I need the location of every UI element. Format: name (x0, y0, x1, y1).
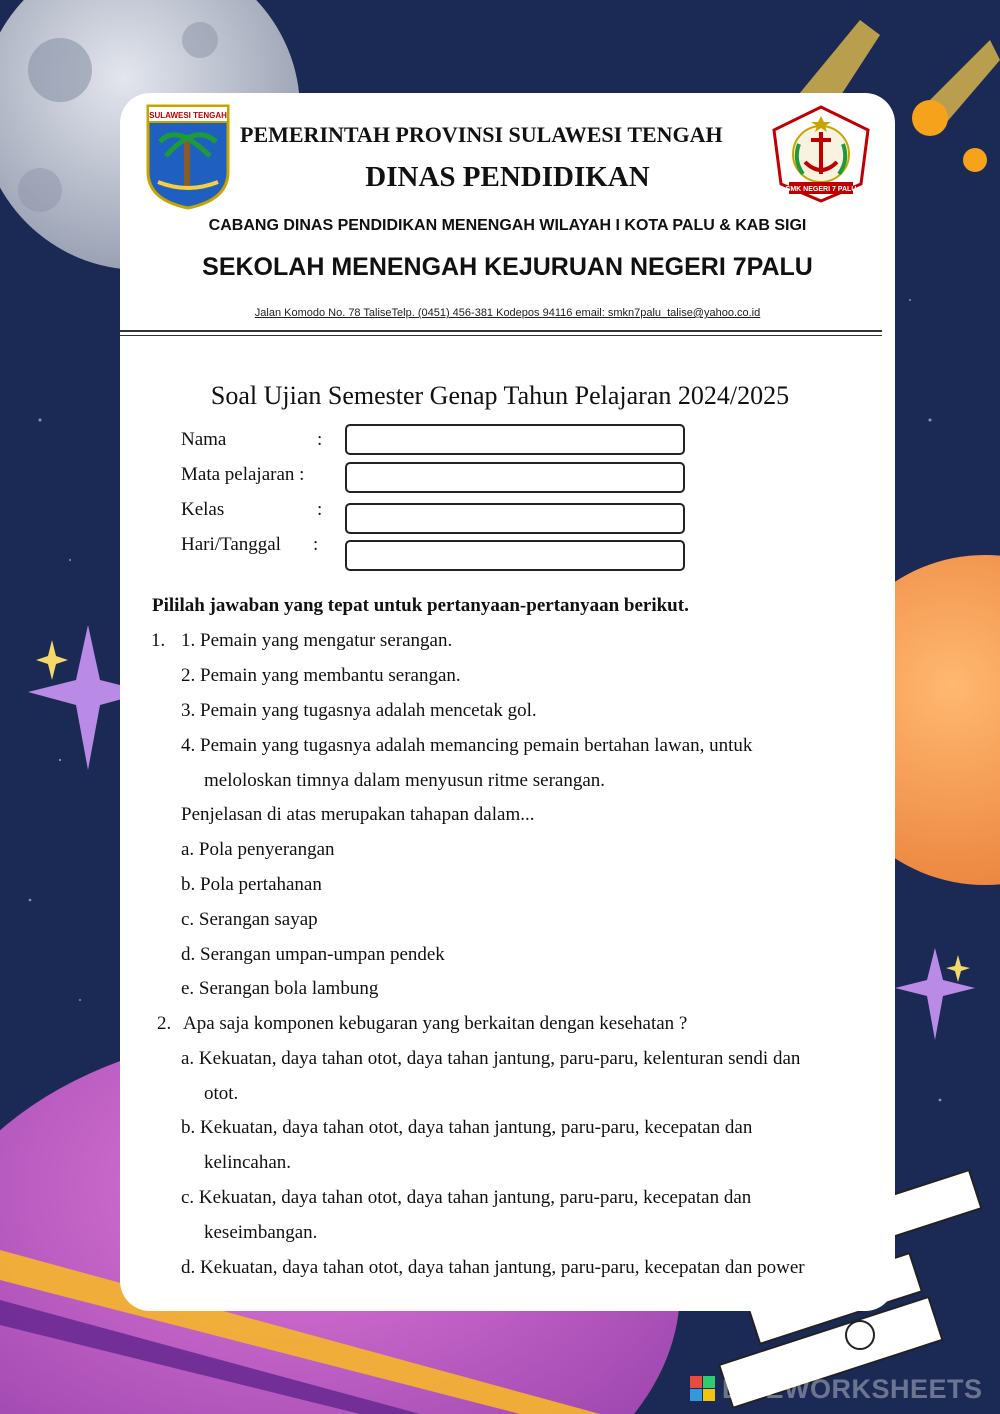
option-text: kelincahan. (204, 1152, 292, 1173)
question-1-line: meloloskan timnya dalam menyusun ritme serangan. (204, 770, 606, 791)
liveworksheets-watermark (690, 1373, 983, 1404)
subject-field[interactable] (345, 462, 685, 493)
option-text: keseimbangan. (204, 1222, 318, 1243)
question-1-option-b[interactable]: b. Pola pertahanan (181, 874, 322, 895)
question-2-number: 2. (157, 1013, 172, 1034)
name-colon: : (317, 429, 323, 450)
question-1-line: 1. Pemain yang mengatur serangan. (181, 630, 453, 651)
option-text: c. Kekuatan, daya tahan otot, daya tahan jantung, paru-paru, kecepatan dan (181, 1187, 752, 1208)
option-text: b. Kekuatan, daya tahan otot, daya tahan jantung, paru-paru, kecepatan dan (181, 1117, 753, 1138)
date-colon: : (313, 534, 319, 555)
crest-label: SULAWESI TENGAH (149, 111, 227, 120)
question-1-option-d[interactable]: d. Serangan umpan-umpan pendek (181, 944, 445, 965)
date-label: Hari/Tanggal (181, 534, 281, 555)
government-heading: PEMERINTAH PROVINSI SULAWESI TENGAH (240, 122, 723, 147)
class-colon: : (317, 499, 323, 520)
watermark-text: LIVEWORKSHEETS (722, 1373, 983, 1404)
worksheet-card (120, 93, 895, 1311)
header-divider-thin (120, 335, 882, 336)
question-1-option-a[interactable]: a. Pola penyerangan (181, 839, 335, 860)
branch-heading: CABANG DINAS PENDIDIKAN MENENGAH WILAYAH I KOTA PALU & KAB SIGI (208, 217, 807, 234)
question-1-option-e[interactable]: e. Serangan bola lambung (181, 978, 379, 999)
header-divider (120, 330, 882, 332)
subject-label: Mata pelajaran : (181, 464, 305, 485)
class-label: Kelas (181, 499, 225, 520)
date-field[interactable] (345, 540, 685, 571)
question-1-line: 2. Pemain yang membantu serangan. (181, 665, 461, 686)
question-1-option-c[interactable]: c. Serangan sayap (181, 909, 318, 930)
liveworksheets-logo-icon (690, 1376, 716, 1402)
class-field[interactable] (345, 503, 685, 534)
question-1-number: 1. (151, 630, 166, 651)
question-2-stem: Apa saja komponen kebugaran yang berkaitan dengan kesehatan ? (183, 1013, 688, 1034)
instruction-text: Pililah jawaban yang tepat untuk pertanyaan-pertanyaan berikut. (152, 595, 689, 616)
question-1-line: 4. Pemain yang tugasnya adalah memancing pemain bertahan lawan, untuk (181, 735, 753, 756)
name-label: Nama (181, 429, 227, 450)
question-1-prompt: Penjelasan di atas merupakan tahapan dalam... (181, 804, 535, 825)
exam-title: Soal Ujian Semester Genap Tahun Pelajaran 2024/2025 (210, 381, 790, 410)
school-address: Jalan Komodo No. 78 TaliseTelp. (0451) 456-381 Kodepos 94116 email: smkn7palu_talise@yahoo.co.id (254, 307, 761, 319)
school-name: SEKOLAH MENENGAH KEJURUAN NEGERI 7PALU (202, 253, 813, 281)
name-field[interactable] (345, 424, 685, 455)
option-text: d. Kekuatan, daya tahan otot, daya tahan jantung, paru-paru, kecepatan dan power (181, 1257, 805, 1278)
agency-heading: DINAS PENDIDIKAN (365, 161, 650, 193)
question-1-line: 3. Pemain yang tugasnya adalah mencetak gol. (181, 700, 537, 721)
option-text: otot. (204, 1083, 239, 1104)
emblem-label: SMK NEGERI 7 PALU (785, 186, 857, 193)
option-text: a. Kekuatan, daya tahan otot, daya tahan jantung, paru-paru, kelenturan sendi dan (181, 1048, 801, 1069)
